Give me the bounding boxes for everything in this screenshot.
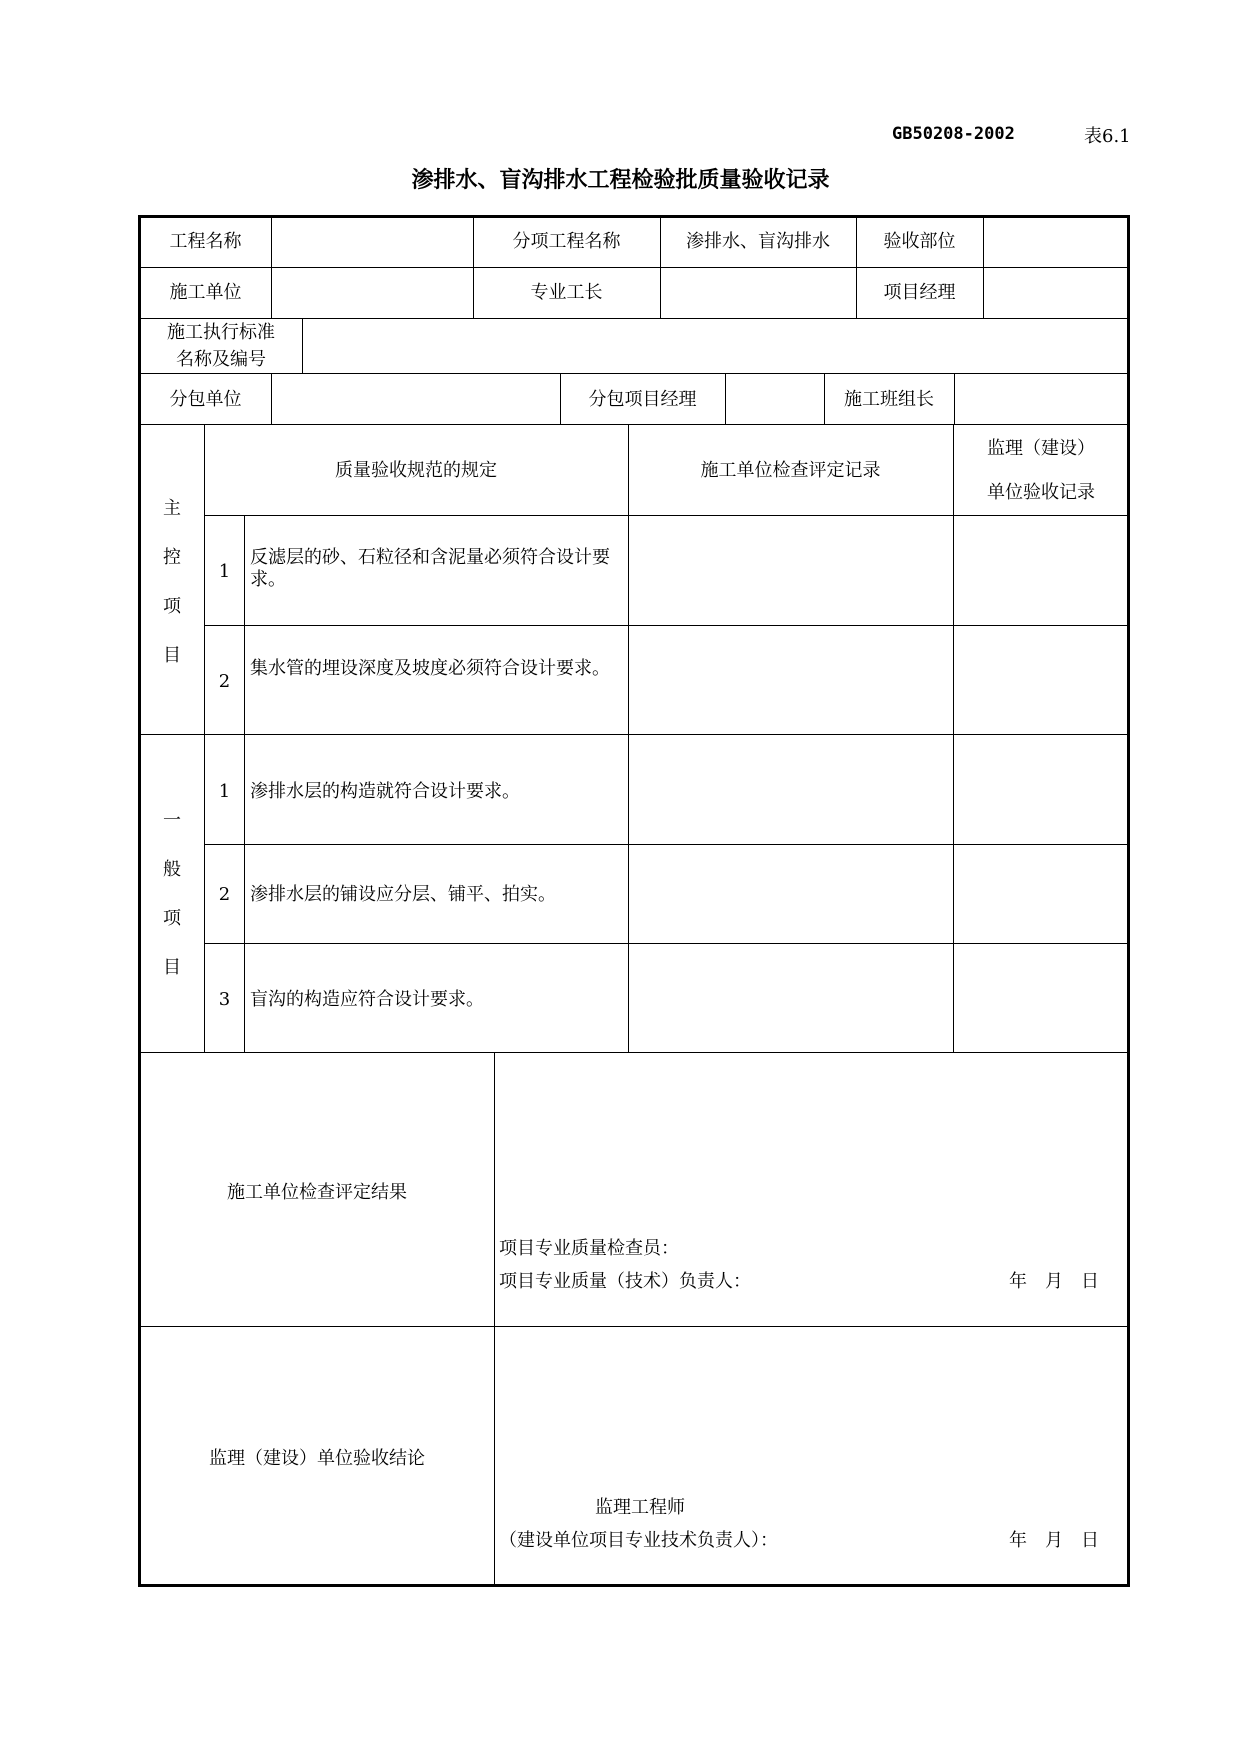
row-divider [140,1326,1128,1327]
col-divider [271,373,272,424]
quality-inspector-label: 项目专业质量检查员： [499,1238,679,1259]
main-control-label-char: 项 [163,596,181,617]
team-leader-label: 施工班组长 [844,389,934,410]
item-number: 3 [218,989,231,1010]
item-number: 1 [218,781,231,802]
standard-code: GB50208-2002 [892,124,1015,144]
sub-pm-label: 分包项目经理 [588,389,697,410]
row-divider [140,1052,1128,1053]
main-control-label-char: 控 [163,547,181,568]
item-requirement: 渗排水层的构造就符合设计要求。 [250,781,520,802]
col-header-supervisor-line2: 单位验收记录 [987,482,1095,503]
supervisor-conclusion-label: 监理（建设）单位验收结论 [209,1448,425,1469]
supervising-engineer-label: 监理工程师 [595,1497,685,1518]
col-header-supervisor-line1: 监理（建设） [987,438,1095,459]
acceptance-part-label: 验收部位 [883,231,956,252]
item-number: 2 [218,671,231,692]
col-header-spec: 质量验收规范的规定 [335,460,497,481]
date-field: 年 月 日 [1009,1530,1099,1551]
contractor-result-label: 施工单位检查评定结果 [227,1182,407,1203]
row-divider [140,424,1128,425]
row-divider [205,943,1128,944]
general-label-char: 目 [163,957,181,978]
subitem-name-label: 分项工程名称 [512,231,621,252]
col-divider [628,424,629,1052]
col-divider [494,1052,495,1585]
main-control-label-char: 主 [163,498,181,519]
item-number: 1 [218,561,231,582]
item-requirement: 盲沟的构造应符合设计要求。 [250,989,484,1010]
general-label-char: 般 [163,859,181,880]
table-number: 表6.1 [1084,126,1131,147]
foreman-label: 专业工长 [530,282,603,303]
main-control-label-char: 目 [163,645,181,666]
item-number: 2 [218,884,231,905]
date-field: 年 月 日 [1009,1271,1099,1292]
col-divider [953,424,954,1052]
general-label-char: 项 [163,908,181,929]
row-divider [140,318,1128,319]
col-header-contractor-record: 施工单位检查评定记录 [700,460,881,481]
quality-tech-lead-label: 项目专业质量（技术）负责人： [499,1271,751,1292]
col-divider [954,373,955,424]
construction-unit-label: 施工单位 [169,282,242,303]
row-divider [205,625,1128,626]
general-label-char: 一 [163,810,181,831]
subitem-name-value: 渗排水、盲沟排水 [686,231,830,252]
item-requirement: 渗排水层的铺设应分层、铺平、拍实。 [250,884,556,905]
project-name-label: 工程名称 [169,231,242,252]
col-divider [271,216,272,318]
standard-label-line1: 施工执行标准 [167,322,275,343]
col-divider [725,373,726,424]
item-requirement: 集水管的埋设深度及坡度必须符合设计要求。 [250,658,610,679]
row-divider [205,844,1128,845]
owner-representative-label: （建设单位项目专业技术负责人）： [499,1530,778,1551]
row-divider [140,734,1128,735]
row-divider [140,267,1128,268]
project-manager-label: 项目经理 [883,282,956,303]
item-requirement: 反滤层的砂、石粒径和含泥量必须符合设计要求。 [250,547,610,590]
col-divider [983,216,984,318]
row-divider [140,373,1128,374]
standard-label-line2: 名称及编号 [176,349,266,370]
form-title: 渗排水、盲沟排水工程检验批质量验收记录 [411,168,830,193]
col-divider [302,318,303,373]
col-divider [244,515,245,1052]
subcontractor-label: 分包单位 [169,389,242,410]
row-divider [205,515,1128,516]
col-divider [204,424,205,1052]
